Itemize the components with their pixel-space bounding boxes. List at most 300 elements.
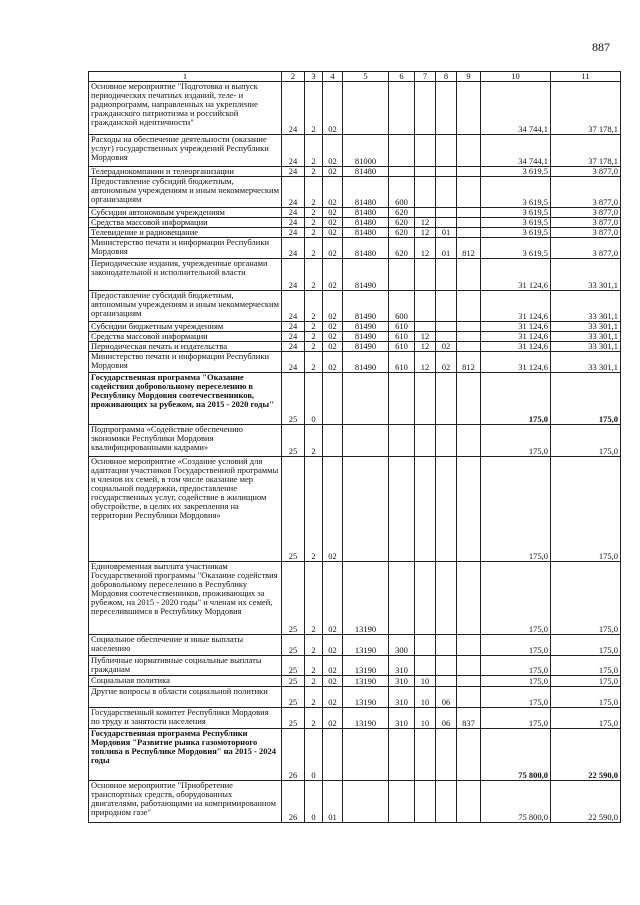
row-name-cell: Основное мероприятие "Подготовка и выпуск периодических печатных изданий, теле- и радиопрограмм, направленных на укрепление гражданского патриотизма и российской гражданской идентичности": [89, 82, 282, 135]
row-c4-cell: 02: [323, 562, 343, 635]
row-c9-cell: [457, 218, 481, 228]
row-c2-cell: 24: [282, 82, 305, 135]
table-row: [89, 291, 621, 322]
row-c7-cell: [415, 781, 436, 823]
row-c5-cell: 13190: [343, 708, 389, 729]
table-header-row: [89, 72, 621, 82]
row-c3-cell: 2: [305, 656, 323, 676]
row-c11-cell: 3 877,0: [551, 238, 621, 259]
row-c4-cell: [323, 425, 343, 457]
row-c11-cell: 37 178,1: [551, 135, 621, 167]
row-c11-cell: 33 301,1: [551, 291, 621, 322]
row-c8-cell: [436, 291, 457, 322]
row-c6-cell: [389, 425, 415, 457]
table-row: [89, 676, 621, 687]
row-c6-cell: [389, 259, 415, 291]
row-c11-cell: 3 877,0: [551, 177, 621, 208]
row-c6-cell: 610: [389, 342, 415, 352]
row-c2-cell: 24: [282, 259, 305, 291]
row-c10-cell: 75 800,0: [481, 729, 551, 781]
row-c9-cell: [457, 291, 481, 322]
row-c9-cell: [457, 729, 481, 781]
row-c4-cell: 02: [323, 291, 343, 322]
row-c3-cell: 2: [305, 228, 323, 238]
row-c3-cell: 2: [305, 708, 323, 729]
row-c2-cell: 25: [282, 656, 305, 676]
row-c3-cell: 2: [305, 82, 323, 135]
row-c11-cell: 175,0: [551, 562, 621, 635]
column-header-9: 9: [457, 72, 481, 82]
row-c5-cell: 81490: [343, 352, 389, 373]
row-c10-cell: 31 124,6: [481, 342, 551, 352]
row-c4-cell: 02: [323, 656, 343, 676]
row-c8-cell: [436, 259, 457, 291]
row-c7-cell: [415, 322, 436, 332]
row-c11-cell: 33 301,1: [551, 342, 621, 352]
table-row: [89, 332, 621, 342]
column-header-2: 2: [282, 72, 305, 82]
column-header-5: 5: [343, 72, 389, 82]
table-row: [89, 687, 621, 708]
row-c8-cell: [436, 332, 457, 342]
row-c11-cell: 33 301,1: [551, 332, 621, 342]
row-c7-cell: [415, 291, 436, 322]
row-c9-cell: [457, 656, 481, 676]
table-row: [89, 238, 621, 259]
row-c11-cell: 175,0: [551, 676, 621, 687]
row-c9-cell: [457, 457, 481, 562]
row-c7-cell: 12: [415, 342, 436, 352]
row-c3-cell: 2: [305, 291, 323, 322]
row-c6-cell: [389, 562, 415, 635]
row-c4-cell: 02: [323, 457, 343, 562]
row-c6-cell: [389, 457, 415, 562]
row-name-cell: Телерадиокомпании и телеорганизации: [89, 167, 282, 177]
budget-table: [88, 71, 621, 823]
row-c5-cell: 81000: [343, 135, 389, 167]
row-c6-cell: 620: [389, 238, 415, 259]
row-c3-cell: 2: [305, 167, 323, 177]
row-name-cell: Государственная программа Республики Мордовия "Развитие рынка газомоторного топлива в Республике Мордовия" на 2015 - 2024 годы: [89, 729, 282, 781]
row-c6-cell: [389, 82, 415, 135]
row-c3-cell: 2: [305, 635, 323, 656]
row-name-cell: Министерство печати и информации Республики Мордовия: [89, 238, 282, 259]
row-c4-cell: 02: [323, 676, 343, 687]
row-c9-cell: [457, 687, 481, 708]
row-c10-cell: 31 124,6: [481, 332, 551, 342]
row-c11-cell: 175,0: [551, 425, 621, 457]
row-c6-cell: [389, 729, 415, 781]
row-c3-cell: 2: [305, 177, 323, 208]
table-row: [89, 373, 621, 425]
row-c9-cell: [457, 177, 481, 208]
table-row: [89, 352, 621, 373]
row-c7-cell: 10: [415, 676, 436, 687]
row-c7-cell: [415, 457, 436, 562]
row-c9-cell: 812: [457, 352, 481, 373]
row-c7-cell: 12: [415, 332, 436, 342]
row-c11-cell: 33 301,1: [551, 352, 621, 373]
row-c8-cell: [436, 82, 457, 135]
row-c6-cell: 610: [389, 352, 415, 373]
row-c10-cell: 175,0: [481, 425, 551, 457]
row-name-cell: Социальное обеспечение и иные выплаты населению: [89, 635, 282, 656]
row-c6-cell: 300: [389, 635, 415, 656]
row-c8-cell: [436, 635, 457, 656]
row-c4-cell: 02: [323, 708, 343, 729]
row-c11-cell: 3 877,0: [551, 228, 621, 238]
row-c10-cell: 175,0: [481, 656, 551, 676]
row-c8-cell: 02: [436, 352, 457, 373]
row-c8-cell: [436, 177, 457, 208]
row-c9-cell: [457, 167, 481, 177]
row-c7-cell: [415, 656, 436, 676]
row-c2-cell: 24: [282, 167, 305, 177]
row-name-cell: Субсидии бюджетным учреждениям: [89, 322, 282, 332]
row-c8-cell: [436, 135, 457, 167]
row-c8-cell: [436, 676, 457, 687]
table-row: [89, 82, 621, 135]
table-row: [89, 208, 621, 218]
row-c3-cell: 2: [305, 218, 323, 228]
row-c10-cell: 31 124,6: [481, 352, 551, 373]
row-c3-cell: 2: [305, 332, 323, 342]
table-row: [89, 425, 621, 457]
row-c9-cell: [457, 228, 481, 238]
row-c10-cell: 175,0: [481, 708, 551, 729]
row-c4-cell: 02: [323, 82, 343, 135]
row-c2-cell: 24: [282, 135, 305, 167]
row-c2-cell: 24: [282, 177, 305, 208]
row-c5-cell: [343, 82, 389, 135]
row-name-cell: Основное мероприятие "Приобретение транспортных средств, оборудованных двигателями, работающими на компримированном природном газе": [89, 781, 282, 823]
row-c7-cell: [415, 82, 436, 135]
row-name-cell: Другие вопросы в области социальной политики: [89, 687, 282, 708]
row-c10-cell: 34 744,1: [481, 82, 551, 135]
row-c4-cell: 02: [323, 135, 343, 167]
row-c8-cell: [436, 656, 457, 676]
row-c11-cell: 175,0: [551, 656, 621, 676]
row-c10-cell: 31 124,6: [481, 259, 551, 291]
row-c5-cell: 81490: [343, 322, 389, 332]
row-c3-cell: 2: [305, 342, 323, 352]
row-c9-cell: [457, 332, 481, 342]
row-c3-cell: 2: [305, 135, 323, 167]
row-c2-cell: 25: [282, 676, 305, 687]
row-c11-cell: 175,0: [551, 687, 621, 708]
row-name-cell: Подпрограмма «Содействие обеспечению экономики Республики Мордовия квалифицированными кадрами»: [89, 425, 282, 457]
row-name-cell: Министерство печати и информации Республики Мордовия: [89, 352, 282, 373]
row-c11-cell: 175,0: [551, 635, 621, 656]
row-c2-cell: 25: [282, 687, 305, 708]
row-name-cell: Основное мероприятие «Создание условий для адаптации участников Государственной программы и членов их семей, в том числе оказание мер социальной поддержки, предоставление государственных услуг, содействие в жилищном обустройстве, в целях их закрепления на территории Республики Мордовия»: [89, 457, 282, 562]
row-name-cell: Средства массовой информации: [89, 218, 282, 228]
row-c7-cell: [415, 208, 436, 218]
row-c9-cell: [457, 342, 481, 352]
row-c2-cell: 25: [282, 708, 305, 729]
row-c11-cell: 175,0: [551, 708, 621, 729]
row-c8-cell: 06: [436, 687, 457, 708]
row-c6-cell: 620: [389, 208, 415, 218]
row-c11-cell: 22 590,0: [551, 781, 621, 823]
row-c5-cell: 81490: [343, 291, 389, 322]
row-c5-cell: [343, 373, 389, 425]
row-c5-cell: 81480: [343, 218, 389, 228]
row-c6-cell: 600: [389, 291, 415, 322]
row-c9-cell: 812: [457, 238, 481, 259]
row-c3-cell: 2: [305, 238, 323, 259]
column-header-10: 10: [481, 72, 551, 82]
row-c2-cell: 24: [282, 291, 305, 322]
row-c4-cell: [323, 373, 343, 425]
table-row: [89, 218, 621, 228]
row-name-cell: Субсидии автономным учреждениям: [89, 208, 282, 218]
table-row: [89, 781, 621, 823]
row-c2-cell: 24: [282, 238, 305, 259]
row-c11-cell: 175,0: [551, 457, 621, 562]
row-c9-cell: 837: [457, 708, 481, 729]
table-row: [89, 708, 621, 729]
row-c4-cell: 02: [323, 238, 343, 259]
row-c2-cell: 24: [282, 342, 305, 352]
row-c2-cell: 25: [282, 425, 305, 457]
row-name-cell: Средства массовой информации: [89, 332, 282, 342]
row-c6-cell: 620: [389, 228, 415, 238]
row-c4-cell: 02: [323, 352, 343, 373]
row-c5-cell: 81490: [343, 259, 389, 291]
table-row: [89, 167, 621, 177]
row-c10-cell: 3 619,5: [481, 208, 551, 218]
row-name-cell: Государственная программа "Оказание содействия добровольному переселению в Республику Мордовия соотечественников, проживающих за рубежом, на 2015 - 2020 годы": [89, 373, 282, 425]
row-c10-cell: 175,0: [481, 562, 551, 635]
row-c10-cell: 175,0: [481, 457, 551, 562]
column-header-1: 1: [89, 72, 282, 82]
table-row: [89, 342, 621, 352]
row-name-cell: Предоставление субсидий бюджетным, автономным учреждениям и иным некоммерческим организациям: [89, 177, 282, 208]
row-name-cell: Периодическая печать и издательства: [89, 342, 282, 352]
row-c2-cell: 24: [282, 322, 305, 332]
table-row: [89, 228, 621, 238]
row-c2-cell: 24: [282, 352, 305, 373]
row-c7-cell: 12: [415, 238, 436, 259]
row-c11-cell: 175,0: [551, 373, 621, 425]
row-c11-cell: 3 877,0: [551, 208, 621, 218]
row-c5-cell: 81480: [343, 208, 389, 218]
row-c10-cell: 3 619,5: [481, 228, 551, 238]
row-c8-cell: 02: [436, 342, 457, 352]
row-c10-cell: 34 744,1: [481, 135, 551, 167]
row-c10-cell: 175,0: [481, 687, 551, 708]
row-c5-cell: [343, 457, 389, 562]
row-c10-cell: 3 619,5: [481, 218, 551, 228]
row-c2-cell: 25: [282, 562, 305, 635]
column-header-3: 3: [305, 72, 323, 82]
row-c6-cell: 310: [389, 676, 415, 687]
row-c4-cell: 02: [323, 228, 343, 238]
row-c7-cell: 10: [415, 687, 436, 708]
row-c11-cell: 37 178,1: [551, 82, 621, 135]
row-c4-cell: 02: [323, 208, 343, 218]
row-c5-cell: 81490: [343, 342, 389, 352]
row-c7-cell: 12: [415, 352, 436, 373]
row-c5-cell: 81480: [343, 177, 389, 208]
column-header-7: 7: [415, 72, 436, 82]
row-c7-cell: 12: [415, 218, 436, 228]
row-c8-cell: [436, 167, 457, 177]
row-c10-cell: 3 619,5: [481, 238, 551, 259]
row-c2-cell: 24: [282, 218, 305, 228]
row-c9-cell: [457, 259, 481, 291]
row-c9-cell: [457, 135, 481, 167]
row-name-cell: Социальная политика: [89, 676, 282, 687]
row-c3-cell: 2: [305, 259, 323, 291]
row-c4-cell: [323, 729, 343, 781]
row-c10-cell: 75 800,0: [481, 781, 551, 823]
table-row: [89, 729, 621, 781]
row-c7-cell: [415, 177, 436, 208]
row-c8-cell: 01: [436, 228, 457, 238]
row-c7-cell: [415, 167, 436, 177]
row-c8-cell: [436, 208, 457, 218]
row-c6-cell: 310: [389, 708, 415, 729]
row-c6-cell: [389, 781, 415, 823]
row-c5-cell: 13190: [343, 687, 389, 708]
row-c5-cell: 13190: [343, 676, 389, 687]
row-c2-cell: 26: [282, 781, 305, 823]
row-c7-cell: 12: [415, 228, 436, 238]
row-c2-cell: 25: [282, 457, 305, 562]
row-c4-cell: 02: [323, 687, 343, 708]
row-c5-cell: 81490: [343, 332, 389, 342]
row-c3-cell: 2: [305, 562, 323, 635]
page-number: 887: [592, 40, 610, 54]
row-c11-cell: 33 301,1: [551, 322, 621, 332]
row-c9-cell: [457, 322, 481, 332]
row-c4-cell: 02: [323, 342, 343, 352]
row-c6-cell: [389, 167, 415, 177]
row-c8-cell: [436, 218, 457, 228]
row-c10-cell: 31 124,6: [481, 291, 551, 322]
row-c11-cell: 33 301,1: [551, 259, 621, 291]
row-c4-cell: 02: [323, 322, 343, 332]
row-c6-cell: 620: [389, 218, 415, 228]
row-name-cell: Государственный комитет Республики Мордовия по труду и занятости населения: [89, 708, 282, 729]
row-c3-cell: 0: [305, 729, 323, 781]
row-c7-cell: [415, 259, 436, 291]
row-c5-cell: 13190: [343, 562, 389, 635]
column-header-4: 4: [323, 72, 343, 82]
table-row: [89, 457, 621, 562]
row-name-cell: Публичные нормативные социальные выплаты гражданам: [89, 656, 282, 676]
column-header-8: 8: [436, 72, 457, 82]
column-header-6: 6: [389, 72, 415, 82]
row-c4-cell: 02: [323, 332, 343, 342]
table-body: [89, 82, 621, 823]
row-c10-cell: 3 619,5: [481, 177, 551, 208]
row-c3-cell: 0: [305, 781, 323, 823]
row-c5-cell: 81480: [343, 167, 389, 177]
row-c4-cell: 02: [323, 177, 343, 208]
table-row: [89, 259, 621, 291]
row-c3-cell: 2: [305, 676, 323, 687]
row-c5-cell: [343, 425, 389, 457]
table-row: [89, 562, 621, 635]
row-c5-cell: 13190: [343, 635, 389, 656]
row-c9-cell: [457, 425, 481, 457]
row-c8-cell: [436, 322, 457, 332]
table-row: [89, 656, 621, 676]
row-c9-cell: [457, 781, 481, 823]
row-c10-cell: 175,0: [481, 635, 551, 656]
row-c3-cell: 2: [305, 322, 323, 332]
row-c10-cell: 175,0: [481, 676, 551, 687]
table-row: [89, 322, 621, 332]
row-c8-cell: [436, 729, 457, 781]
row-c3-cell: 2: [305, 208, 323, 218]
row-c9-cell: [457, 82, 481, 135]
row-c10-cell: 175,0: [481, 373, 551, 425]
row-c7-cell: 10: [415, 708, 436, 729]
row-c7-cell: [415, 373, 436, 425]
row-c6-cell: 610: [389, 332, 415, 342]
column-header-11: 11: [551, 72, 621, 82]
row-c6-cell: [389, 135, 415, 167]
row-c7-cell: [415, 729, 436, 781]
row-c5-cell: 81480: [343, 228, 389, 238]
row-c5-cell: [343, 781, 389, 823]
row-c9-cell: [457, 373, 481, 425]
row-c4-cell: 02: [323, 635, 343, 656]
row-c4-cell: 01: [323, 781, 343, 823]
row-c4-cell: 02: [323, 218, 343, 228]
row-c2-cell: 26: [282, 729, 305, 781]
row-c5-cell: 81480: [343, 238, 389, 259]
row-c9-cell: [457, 676, 481, 687]
row-c3-cell: 2: [305, 687, 323, 708]
row-name-cell: Единовременная выплата участникам Государственной программы "Оказание содействия добровольному переселению в Республику Мордовия соотечественников, проживающих за рубежом, на 2015 - 2020 годы" и членам их семей, переселившимся в Республику Мордовия: [89, 562, 282, 635]
row-c4-cell: 02: [323, 259, 343, 291]
row-c7-cell: [415, 425, 436, 457]
row-c10-cell: 31 124,6: [481, 322, 551, 332]
row-c4-cell: 02: [323, 167, 343, 177]
row-c3-cell: 2: [305, 457, 323, 562]
row-c8-cell: 06: [436, 708, 457, 729]
row-c9-cell: [457, 562, 481, 635]
row-name-cell: Периодические издания, учрежденные органами законодательной и исполнительной власти: [89, 259, 282, 291]
row-name-cell: Предоставление субсидий бюджетным, автономным учреждениям и иным некоммерческим организациям: [89, 291, 282, 322]
row-c8-cell: [436, 562, 457, 635]
table-row: [89, 135, 621, 167]
row-c6-cell: 600: [389, 177, 415, 208]
row-c6-cell: 610: [389, 322, 415, 332]
row-c2-cell: 25: [282, 373, 305, 425]
row-c8-cell: [436, 425, 457, 457]
row-c7-cell: [415, 562, 436, 635]
row-c8-cell: [436, 457, 457, 562]
row-c3-cell: 2: [305, 352, 323, 373]
row-c8-cell: [436, 373, 457, 425]
row-c6-cell: [389, 373, 415, 425]
row-c3-cell: 0: [305, 373, 323, 425]
row-c10-cell: 3 619,5: [481, 167, 551, 177]
table-row: [89, 635, 621, 656]
row-name-cell: Телевидение и радиовещание: [89, 228, 282, 238]
table-row: [89, 177, 621, 208]
row-c3-cell: 2: [305, 425, 323, 457]
row-c7-cell: [415, 135, 436, 167]
row-c2-cell: 24: [282, 228, 305, 238]
row-c11-cell: 3 877,0: [551, 218, 621, 228]
